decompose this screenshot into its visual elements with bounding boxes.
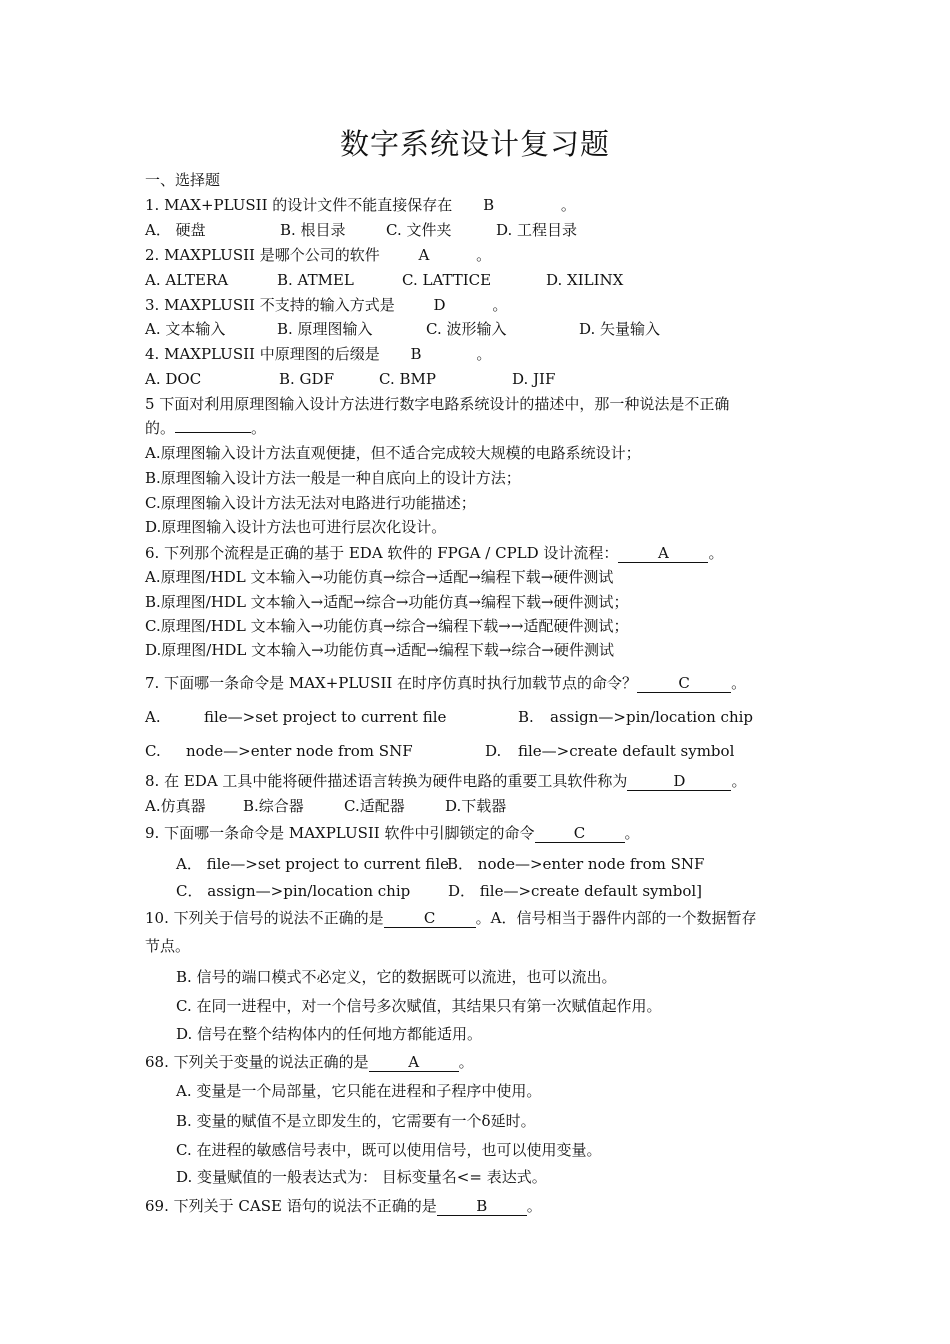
question-stem: 4. MAXPLUSII 中原理图的后缀是 [145, 345, 380, 363]
option: assign—>pin/location chip [550, 708, 753, 726]
question-5-line2 [145, 418, 266, 438]
option: A.原理图/HDL 文本输入→功能仿真→综合→适配→编程下载→硬件测试 [145, 568, 614, 586]
answer: B [437, 1198, 527, 1216]
question-end: 。 [526, 1197, 542, 1215]
option: node—>enter node from SNF [186, 742, 413, 760]
option: B. 信号的端口模式不必定义，它的数据既可以流进，也可以流出。 [176, 968, 617, 986]
answer: D [433, 296, 446, 314]
answer: C [535, 825, 625, 843]
option: B.原理图输入设计方法一般是一种自底向上的设计方法； [145, 469, 521, 487]
question-6 [145, 543, 723, 563]
answer-blank [175, 432, 251, 433]
option: file—>set project to current file [204, 708, 447, 726]
question-stem: 69. 下列关于 CASE 语句的说法不正确的是 [145, 1197, 437, 1215]
question-end: 。 [731, 674, 747, 692]
question-stem: 3. MAXPLUSII 不支持的输入方式是 [145, 296, 395, 314]
question-3 [145, 295, 507, 315]
option: A. DOC [145, 370, 202, 388]
question-69 [145, 1196, 542, 1216]
option: C. 在同一进程中，对一个信号多次赋值，其结果只有第一次赋值起作用。 [176, 997, 662, 1015]
question-stem: 6. 下列那个流程是正确的基于 EDA 软件的 FPGA / CPLD 设计流程： [145, 544, 619, 562]
option: D. 矢量输入 [579, 320, 661, 338]
option: A. 文本输入 [145, 320, 226, 338]
option: D. 信号在整个结构体内的任何地方都能适用。 [176, 1025, 483, 1043]
option: B. 原理图输入 [277, 320, 373, 338]
option: C. 文件夹 [386, 221, 452, 239]
option: C． assign—>pin/location chip [176, 882, 411, 900]
option: C. 在进程的敏感信号表中，既可以使用信号，也可以使用变量。 [176, 1141, 602, 1159]
section-heading: 一、选择题 [145, 171, 221, 189]
question-stem: 7. 下面哪一条命令是 MAX+PLUSII 在时序仿真时执行加载节点的命令？ [145, 674, 638, 692]
option: D. 变量赋值的一般表达式为： 目标变量名<= 表达式。 [176, 1168, 547, 1186]
option: B． node—>enter node from SNF [447, 855, 705, 873]
question-end: 。 [458, 1053, 474, 1071]
option-letter: D. [485, 742, 502, 760]
question-end: 。 [560, 196, 576, 214]
option: C.原理图/HDL 文本输入→功能仿真→综合→编程下载→→适配硬件测试； [145, 617, 629, 635]
option: D. JIF [512, 370, 556, 388]
question-stem: 8. 在 EDA 工具中能将硬件描述语言转换为硬件电路的重要工具软件称为 [145, 772, 628, 790]
option: C.原理图输入设计方法无法对电路进行功能描述； [145, 494, 476, 512]
option: C.适配器 [344, 797, 405, 815]
option: D.原理图输入设计方法也可进行层次化设计。 [145, 518, 447, 536]
option: D.下载器 [445, 797, 507, 815]
option: D. 工程目录 [496, 221, 578, 239]
option: B.综合器 [243, 797, 304, 815]
question-10-line2: 节点。 [145, 937, 191, 955]
question-10 [145, 908, 756, 928]
answer: A [418, 246, 430, 264]
option: C. 波形输入 [426, 320, 507, 338]
option: A.原理图输入设计方法直观便捷，但不适合完成较大规模的电路系统设计； [145, 444, 641, 462]
question-stem: 的。 [145, 419, 176, 437]
option: B. GDF [279, 370, 334, 388]
answer: B [483, 196, 495, 214]
question-9 [145, 823, 640, 843]
answer: B [410, 345, 422, 363]
question-7 [145, 673, 746, 693]
question-5: 5 下面对利用原理图输入设计方法进行数字电路系统设计的描述中，那一种说法是不正确 [145, 395, 730, 413]
question-8 [145, 771, 746, 791]
question-end: 。 [476, 246, 492, 264]
option: D.原理图/HDL 文本输入→功能仿真→适配→编程下载→综合→硬件测试 [145, 641, 614, 659]
question-1 [145, 195, 576, 215]
answer: C [384, 910, 476, 928]
option: D. XILINX [546, 271, 624, 289]
option: B.原理图/HDL 文本输入→适配→综合→功能仿真→编程下载→硬件测试； [145, 593, 629, 611]
question-end: 。 [492, 296, 508, 314]
question-end: 。 [251, 419, 267, 437]
question-continuation: 。A．信号相当于器件内部的一个数据暂存 [475, 909, 757, 927]
option: C. BMP [379, 370, 436, 388]
option: A. 变量是一个局部量，它只能在进程和子程序中使用。 [176, 1082, 542, 1100]
option-letter: B. [518, 708, 534, 726]
option: D． file—>create default symbol] [448, 882, 703, 900]
option: B. 变量的赋值不是立即发生的，它需要有一个δ延时。 [176, 1112, 536, 1130]
answer: A [618, 545, 708, 563]
option-letter: A. [145, 708, 161, 726]
option-letter: C. [145, 742, 161, 760]
option: C. LATTICE [402, 271, 492, 289]
question-end: 。 [624, 824, 640, 842]
question-stem: 2. MAXPLUSII 是哪个公司的软件 [145, 246, 380, 264]
option: A. ALTERA [145, 271, 229, 289]
question-4 [145, 344, 491, 364]
option: A.仿真器 [145, 797, 206, 815]
question-end: 。 [708, 544, 724, 562]
question-68 [145, 1052, 474, 1072]
question-stem: 68. 下列关于变量的说法正确的是 [145, 1053, 369, 1071]
option: B. ATMEL [277, 271, 354, 289]
answer: C [637, 675, 731, 693]
question-end: 。 [731, 772, 747, 790]
page-title: 数字系统设计复习题 [339, 127, 610, 161]
option: file—>create default symbol [518, 742, 735, 760]
question-stem: 10. 下列关于信号的说法不正确的是 [145, 909, 384, 927]
question-2 [145, 245, 491, 265]
answer: D [627, 773, 731, 791]
answer: A [369, 1054, 459, 1072]
question-stem: 1. MAX+PLUSII 的设计文件不能直接保存在 [145, 196, 453, 214]
option: A． 硬盘 [145, 221, 206, 239]
option: B. 根目录 [280, 221, 346, 239]
question-end: 。 [476, 345, 492, 363]
question-stem: 9. 下面哪一条命令是 MAXPLUSII 软件中引脚锁定的命令 [145, 824, 535, 842]
option: A． file—>set project to current file [176, 855, 449, 873]
